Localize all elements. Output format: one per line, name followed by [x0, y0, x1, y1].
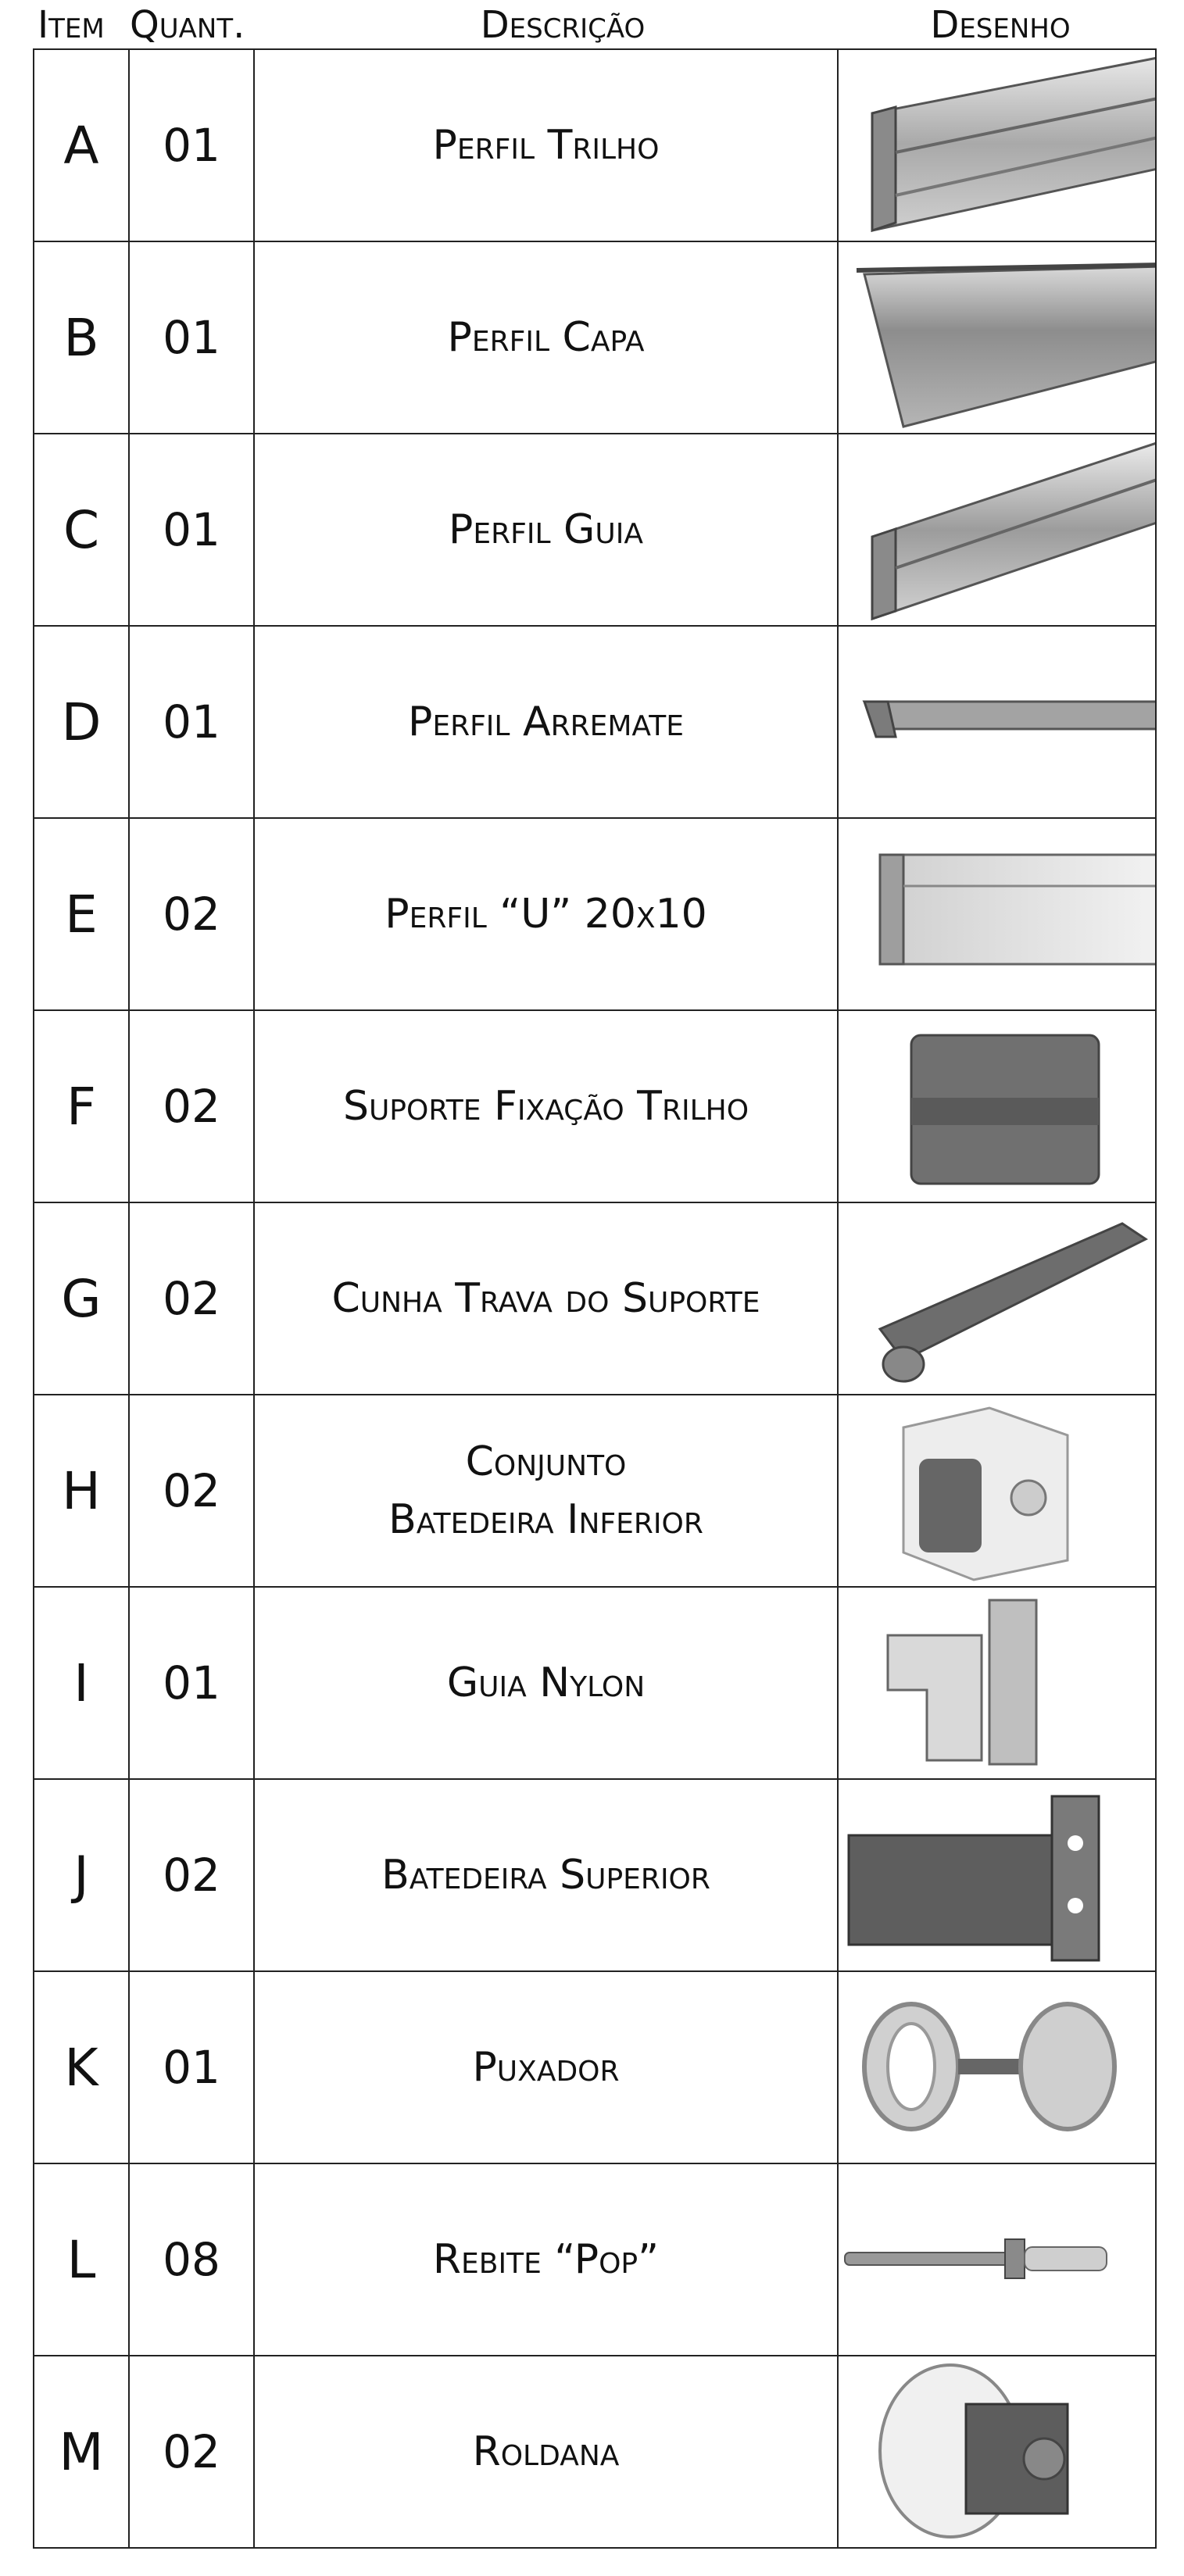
item-letter: C [34, 434, 130, 625]
description-line: Perfil Trilho [432, 122, 660, 169]
description-line: Conjunto [465, 1438, 627, 1485]
table-row [34, 434, 1155, 627]
item-quantity: 08 [130, 2164, 255, 2355]
description-line: Rebite “Pop” [432, 2236, 660, 2283]
item-drawing [839, 50, 1155, 241]
u-profile-icon [839, 820, 1155, 1009]
item-drawing [839, 1395, 1155, 1586]
item-drawing [839, 1011, 1155, 1202]
item-letter: M [34, 2356, 130, 2547]
header-drawing: Desenho [930, 3, 1071, 47]
table-row [34, 1203, 1155, 1395]
item-quantity: 01 [130, 434, 255, 625]
table-header [0, 0, 1184, 48]
description-line: Batedeira Inferior [388, 1496, 703, 1543]
item-letter: A [34, 50, 130, 241]
item-quantity: 02 [130, 1395, 255, 1586]
description-line: Suporte Fixação Trilho [342, 1083, 749, 1130]
item-drawing [839, 2356, 1155, 2547]
table-row [34, 2164, 1155, 2356]
item-drawing [839, 242, 1155, 433]
lower-stop-block-icon [839, 1396, 1155, 1585]
item-letter: G [34, 1203, 130, 1394]
header-item: Item [38, 3, 105, 47]
item-description [255, 1588, 839, 1778]
wedge-lock-icon [839, 1204, 1155, 1393]
description-line: Cunha Trava do Suporte [331, 1275, 760, 1322]
item-quantity: 01 [130, 627, 255, 817]
item-quantity: 01 [130, 50, 255, 241]
item-quantity: 02 [130, 2356, 255, 2547]
item-letter: J [34, 1780, 130, 1970]
item-quantity: 02 [130, 819, 255, 1009]
item-quantity: 02 [130, 1780, 255, 1970]
item-description [255, 2356, 839, 2547]
pop-rivet-icon [839, 2165, 1155, 2354]
item-description [255, 1780, 839, 1970]
item-letter: L [34, 2164, 130, 2355]
description-line: Batedeira Superior [381, 1852, 710, 1899]
item-quantity: 02 [130, 1203, 255, 1394]
upper-stop-bracket-icon [839, 1781, 1155, 1970]
header-description: Descrição [480, 3, 646, 47]
finishing-profile-icon [839, 627, 1155, 816]
item-description [255, 1395, 839, 1586]
description-line: Perfil Arremate [407, 698, 684, 745]
table-row [34, 1588, 1155, 1780]
rail-profile-icon [839, 51, 1155, 240]
item-quantity: 02 [130, 1011, 255, 1202]
description-line: Puxador [472, 2044, 620, 2091]
item-letter: I [34, 1588, 130, 1778]
table-row [34, 819, 1155, 1011]
item-quantity: 01 [130, 1588, 255, 1778]
item-letter: D [34, 627, 130, 817]
table-row [34, 1780, 1155, 1972]
item-drawing [839, 819, 1155, 1009]
table-row [34, 627, 1155, 819]
item-description [255, 434, 839, 625]
item-letter: K [34, 1972, 130, 2163]
item-description [255, 627, 839, 817]
item-drawing [839, 1588, 1155, 1778]
item-drawing [839, 1780, 1155, 1970]
description-line: Perfil Capa [447, 314, 645, 361]
description-line: Perfil “U” 20x10 [385, 891, 707, 938]
table-row [34, 2356, 1155, 2547]
item-description [255, 1203, 839, 1394]
item-drawing [839, 1972, 1155, 2163]
rail-bracket-icon [839, 1012, 1155, 1201]
guide-profile-icon [839, 435, 1155, 624]
table-row [34, 50, 1155, 242]
handle-icon [839, 1973, 1155, 2162]
item-letter: F [34, 1011, 130, 1202]
item-quantity: 01 [130, 242, 255, 433]
item-description [255, 2164, 839, 2355]
item-letter: H [34, 1395, 130, 1586]
item-drawing [839, 434, 1155, 625]
table-row [34, 1972, 1155, 2164]
cover-profile-icon [839, 243, 1155, 432]
pulley-wheel-icon [839, 2357, 1155, 2546]
nylon-guide-icon [839, 1588, 1155, 1777]
description-line: Guia Nylon [446, 1660, 646, 1706]
table-row [34, 1395, 1155, 1588]
item-drawing [839, 627, 1155, 817]
item-quantity: 01 [130, 1972, 255, 2163]
item-drawing [839, 1203, 1155, 1394]
item-description [255, 819, 839, 1009]
item-description [255, 242, 839, 433]
description-line: Roldana [472, 2428, 620, 2475]
item-letter: E [34, 819, 130, 1009]
table-row [34, 1011, 1155, 1203]
description-line: Perfil Guia [449, 506, 643, 553]
item-letter: B [34, 242, 130, 433]
parts-table [33, 48, 1157, 2549]
table-row [34, 242, 1155, 434]
item-description [255, 1972, 839, 2163]
item-description [255, 1011, 839, 1202]
item-drawing [839, 2164, 1155, 2355]
header-quantity: Quant. [130, 3, 245, 47]
item-description [255, 50, 839, 241]
